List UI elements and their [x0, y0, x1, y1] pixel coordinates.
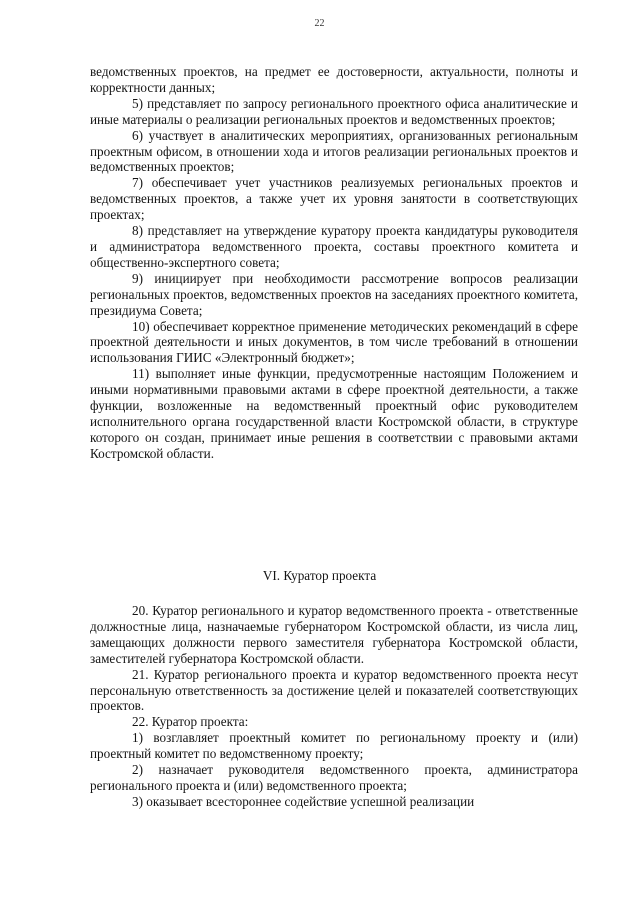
body-text-bottom	[90, 603, 578, 810]
paragraph: 5) представляет по запросу регионального проектного офиса аналитические и иные материалы о реализации региональных проектов и ведомственных проектов;	[90, 95, 578, 127]
body-text-top	[90, 64, 578, 462]
paragraph: 22. Куратор проекта:	[132, 714, 249, 730]
paragraph: ведомственных проектов, на предмет ее достоверности, актуальности, полноты и корректности данных;	[90, 64, 578, 95]
paragraph: 7) обеспечивает учет участников реализуемых региональных проектов и ведомственных проектов, а также учет их уровня занятости в соответствующих проектах;	[90, 175, 578, 223]
paragraph: 10) обеспечивает корректное применение методических рекомендаций в сфере проектной деятельности и иных документов, в том числе требований в отношении использования ГИИС «Электронный бюджет»;	[90, 318, 578, 366]
paragraph: 8) представляет на утверждение куратору проекта кандидатуры руководителя и администратора ведомственного проекта, составы проектного комитета и общественно-экспертного совета;	[90, 223, 578, 270]
paragraph: 3) оказывает всестороннее содействие успешной реализации	[132, 793, 475, 809]
paragraph: 6) участвует в аналитических мероприятиях, организованных региональным проектным офисом, в отношении хода и итогов реализации региональных проектов и ведомственных проектов;	[90, 127, 578, 175]
paragraph: 21. Куратор регионального проекта и куратор ведомственного проекта несут персональную ответственность за достижение целей и показателей соответствующих проектов.	[90, 666, 578, 714]
paragraph: 20. Куратор регионального и куратор ведомственного проекта - ответственные должностные лица, назначаемые губернатором Костромской области, из числа лиц, замещающих должности первого заместителя губернатора Костромской области, заместителей губернатора Костромской области.	[90, 603, 578, 666]
paragraph: 11) выполняет иные функции, предусмотренные настоящим Положением и иными нормативными правовыми актами в сфере проектной деятельности, а также функции, возложенные на ведомственный проектный офис руководителем исполнительного органа государственной власти Костромской области, в структуре которого он создан, принимает иные решения в соответствии с правовыми актами Костромской области.	[90, 366, 578, 461]
page-number: 22	[314, 18, 325, 29]
paragraph: 2) назначает руководителя ведомственного проекта, администратора регионального проекта и (или) ведомственного проекта;	[90, 762, 578, 793]
paragraph: 1) возглавляет проектный комитет по региональному проекту и (или) проектный комитет по ведомственному проекту;	[90, 730, 578, 762]
section-heading: VI. Куратор проекта	[262, 568, 377, 583]
paragraph: 9) инициирует при необходимости рассмотрение вопросов реализации региональных проектов, ведомственных проектов на заседаниях проектного комитета, президиума Совета;	[90, 270, 578, 318]
